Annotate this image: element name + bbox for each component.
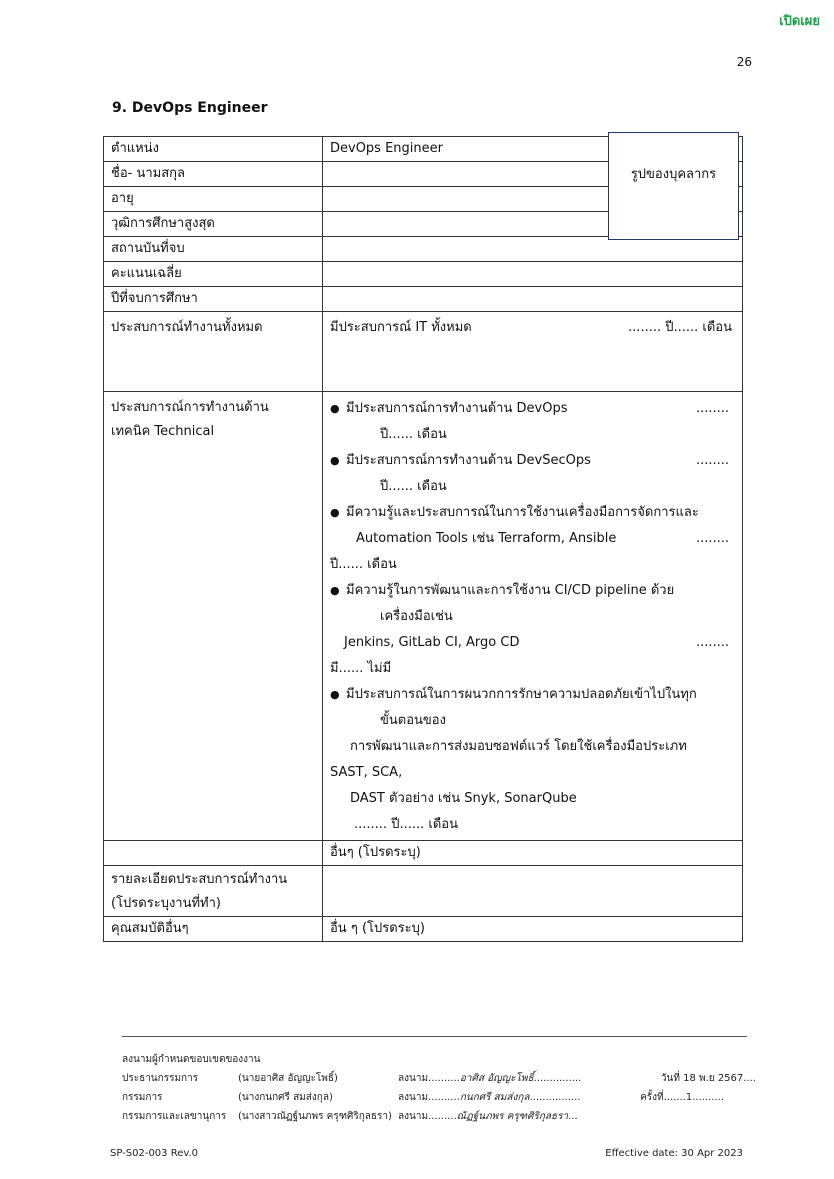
signer-role: กรรมการ — [122, 1092, 163, 1103]
classification-label: เปิดเผย — [779, 14, 820, 29]
bullet-tail: ........ — [695, 453, 729, 468]
bullet-icon: ● — [330, 402, 340, 415]
bullet-continuation: ขั้นตอนของ — [380, 713, 446, 728]
table-row — [104, 392, 743, 841]
grad-year-label: ปีที่จบการศึกษา — [104, 287, 323, 312]
gpa-label: คะแนนเฉลี่ย — [104, 262, 323, 287]
signature-line — [398, 1109, 578, 1124]
name-label: ชื่อ- นามสกุล — [104, 162, 323, 187]
bullet-continuation: SAST, SCA, — [330, 765, 403, 780]
total-exp-cell — [323, 312, 743, 392]
list-item — [330, 682, 735, 708]
detail-value — [323, 866, 743, 917]
bullet-continuation: เครื่องมือเช่น — [380, 609, 453, 624]
bullet-icon: ● — [330, 584, 340, 597]
signer-name: (นายอาศิส อัญญะโพธิ์) — [238, 1073, 338, 1084]
bullet-text: มีความรู้และประสบการณ์ในการใช้งานเครื่องมือการจัดการและ — [346, 505, 699, 520]
table-row — [104, 262, 743, 287]
total-exp-label: ประสบการณ์ทำงานทั้งหมด — [104, 312, 323, 392]
total-exp-value: มีประสบการณ์ IT ทั้งหมด — [330, 320, 472, 335]
signature-suffix: ............... — [533, 1073, 582, 1084]
signature-prefix: ลงนาม.......... — [398, 1092, 460, 1103]
signer-role: กรรมการและเลขานุการ — [122, 1111, 227, 1122]
signature: ณัฏฐ์นภพร ครุฑศิริกุลธรา — [456, 1111, 569, 1122]
revision-number: ครั้งที่.......1.......... — [640, 1092, 724, 1103]
signer-name: (นางกนกศรี สมส่งกุล) — [238, 1092, 333, 1103]
signature-prefix: ลงนาม.......... — [398, 1073, 460, 1084]
bullet-continuation: ปี...... เดือน — [380, 479, 447, 494]
list-item — [330, 578, 735, 604]
bullet-continuation-text: Jenkins, GitLab CI, Argo CD — [344, 635, 520, 650]
bullet-continuation — [330, 630, 735, 656]
bullet-continuation-text: Automation Tools เช่น Terraform, Ansible — [356, 531, 617, 546]
list-item — [330, 396, 735, 422]
list-item — [330, 500, 735, 526]
signature-prefix: ลงนาม......... — [398, 1111, 457, 1122]
bullet-continuation: การพัฒนาและการส่งมอบซอฟต์แวร์ โดยใช้เครื่องมือประเภท — [350, 739, 687, 754]
detail-label-line-1: รายละเอียดประสบการณ์ทำงาน — [111, 872, 288, 887]
page-number: 26 — [736, 55, 752, 69]
table-row — [104, 237, 743, 262]
bullet-tail: ........ — [695, 531, 729, 546]
bullet-text: มีความรู้ในการพัฒนาและการใช้งาน CI/CD pipeline ด้วย — [346, 583, 675, 598]
table-row — [104, 866, 743, 917]
table-row — [104, 841, 743, 866]
signature-suffix: ... — [568, 1111, 578, 1122]
institution-value — [323, 237, 743, 262]
effective-date: Effective date: 30 Apr 2023 — [605, 1148, 743, 1159]
age-label: อายุ — [104, 187, 323, 212]
list-item — [330, 448, 735, 474]
tech-cell — [323, 392, 743, 841]
bullet-continuation: มี...... ไม่มี — [330, 661, 392, 676]
signature-line — [398, 1090, 580, 1105]
qual-value: อื่น ๆ (โปรดระบุ) — [323, 917, 743, 942]
qual-label: คุณสมบัติอื่นๆ — [104, 917, 323, 942]
approval-date: วันที่ 18 พ.ย 2567.... — [660, 1073, 756, 1084]
tech-label-line-1: ประสบการณ์การทำงานด้าน — [111, 400, 269, 415]
detail-label-line-2: (โปรดระบุงานที่ทำ) — [111, 896, 221, 911]
gpa-value — [323, 262, 743, 287]
bullet-continuation: DAST ตัวอย่าง เช่น Snyk, SonarQube — [350, 791, 577, 806]
institution-label: สถานบันที่จบ — [104, 237, 323, 262]
bullet-continuation — [330, 526, 735, 552]
table-row — [104, 917, 743, 942]
profile-table — [103, 136, 743, 942]
bullet-tail: ........ — [695, 401, 729, 416]
table-row — [104, 287, 743, 312]
photo-label: รูปของบุคลากร — [630, 167, 717, 182]
bullet-icon: ● — [330, 688, 340, 701]
section-title: 9. DevOps Engineer — [112, 100, 268, 116]
footer-divider — [122, 1036, 747, 1037]
other-value: อื่นๆ (โปรดระบุ) — [323, 841, 743, 866]
bullet-continuation: ปี...... เดือน — [380, 427, 447, 442]
bullet-text: มีประสบการณ์ในการผนวกการรักษาความปลอดภัยเข้าไปในทุก — [346, 687, 697, 702]
signature: อาศิส อัญญะโพธิ์ — [459, 1073, 534, 1084]
photo-placeholder — [608, 132, 739, 240]
other-label — [104, 841, 323, 866]
signature: กนกศรี สมส่งกุล — [459, 1092, 530, 1103]
degree-label: วุฒิการศึกษาสูงสุด — [104, 212, 323, 237]
signer-role: ประธานกรรมการ — [122, 1073, 199, 1084]
signature-suffix: ................ — [529, 1092, 581, 1103]
signature-line — [398, 1071, 581, 1086]
bullet-icon: ● — [330, 506, 340, 519]
detail-label — [104, 866, 323, 917]
tech-label — [104, 392, 323, 841]
document-code: SP-S02-003 Rev.0 — [110, 1148, 199, 1159]
bullet-tail: ........ — [695, 635, 729, 650]
tech-label-line-2: เทคนิค Technical — [111, 424, 215, 439]
total-exp-tail: ........ ปี...... เดือน — [628, 320, 732, 335]
position-label: ตำแหน่ง — [104, 137, 323, 162]
bullet-continuation: ปี...... เดือน — [330, 557, 397, 572]
position-value: DevOps Engineer — [323, 137, 743, 162]
grad-year-value — [323, 287, 743, 312]
table-row — [104, 312, 743, 392]
bullet-text: มีประสบการณ์การทำงานด้าน DevSecOps — [346, 453, 591, 468]
signer-name: (นางสาวณัฏฐ์นภพร ครุฑศิริกุลธรา) — [238, 1111, 392, 1122]
bullet-continuation: ........ ปี...... เดือน — [354, 817, 458, 832]
bullet-text: มีประสบการณ์การทำงานด้าน DevOps — [346, 401, 568, 416]
bullet-icon: ● — [330, 454, 340, 467]
footer-heading: ลงนามผู้กำหนดขอบเขตของงาน — [122, 1054, 261, 1065]
